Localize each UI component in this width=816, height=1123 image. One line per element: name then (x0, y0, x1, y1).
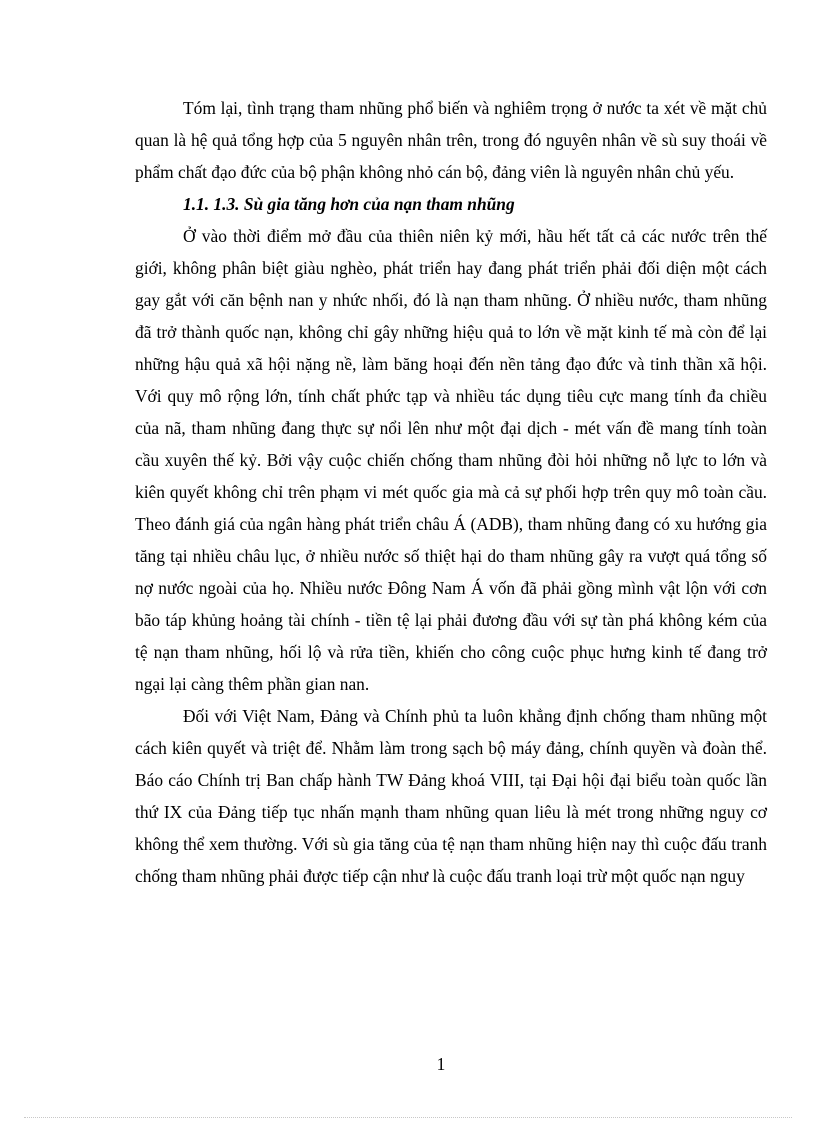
section-heading: 1.1. 1.3. Sù gia tăng hơn của nạn tham nhũng (183, 194, 515, 214)
paragraph-vietnam: Đối với Việt Nam, Đảng và Chính phủ ta luôn khẳng định chống tham nhũng một cách kiên quyết và triệt để. Nhằm làm trong sạch bộ máy đảng, chính quyền và đoàn thể. Báo cáo Chính trị Ban chấp hành TW Đảng khoá VIII, tại Đại hội đại biểu toàn quốc lần thứ IX của Đảng tiếp tục nhấn mạnh tham nhũng quan liêu là mét trong những nguy cơ không thể xem thường. Với sù gia tăng của tệ nạn tham nhũng hiện nay thì cuộc đấu tranh chống tham nhũng phải được tiếp cận như là cuộc đấu tranh loại trừ một quốc nạn nguy (135, 706, 767, 886)
paragraph-global-corruption: Ở vào thời điểm mở đầu của thiên niên kỷ mới, hầu hết tất cả các nước trên thế giới, không phân biệt giàu nghèo, phát triển hay đang phát triển phải đối diện một cách gay gắt với căn bệnh nan y nhức nhối, đó là nạn tham nhũng. Ở nhiều nước, tham nhũng đã trở thành quốc nạn, không chỉ gây những hiệu quả to lớn về mặt kinh tế mà còn để lại những hậu quả xã hội nặng nề, làm băng hoại đến nền tảng đạo đức và tinh thần xã hội. Với quy mô rộng lớn, tính chất phức tạp và nhiều tác dụng tiêu cực mang tính đa chiều của nã, tham nhũng đang thực sự nổi lên như một đại dịch - mét vấn đề mang tính toàn cầu xuyên thế kỷ. Bởi vậy cuộc chiến chống tham nhũng đòi hỏi những nỗ lực to lớn và kiên quyết không chỉ trên phạm vi mét quốc gia mà cả sự phối hợp trên quy mô toàn cầu. Theo đánh giá của ngân hàng phát triển châu Á (ADB), tham nhũng đang có xu hướng gia tăng tại nhiều châu lục, ở nhiều nước số thiệt hại do tham nhũng gây ra vượt quá tổng số nợ nước ngoài của họ. Nhiều nước Đông Nam Á vốn đã phải gồng mình vật lộn với cơn bão táp khủng hoảng tài chính - tiền tệ lại phải đương đầu với sự tàn phá không kém của tệ nạn tham nhũng, hối lộ và rửa tiền, khiến cho công cuộc phục hưng kinh tế đang trở ngại lại càng thêm phần gian nan. (135, 226, 767, 694)
page-content (135, 92, 767, 892)
page-bottom-divider (24, 1117, 792, 1118)
paragraph-summary: Tóm lại, tình trạng tham nhũng phổ biến và nghiêm trọng ở nước ta xét về mặt chủ quan là hệ quả tổng hợp của 5 nguyên nhân trên, trong đó nguyên nhân về sù suy thoái về phẩm chất đạo đức của bộ phận không nhỏ cán bộ, đảng viên là nguyên nhân chủ yếu. (135, 98, 767, 182)
page-number: 1 (436, 1054, 446, 1074)
